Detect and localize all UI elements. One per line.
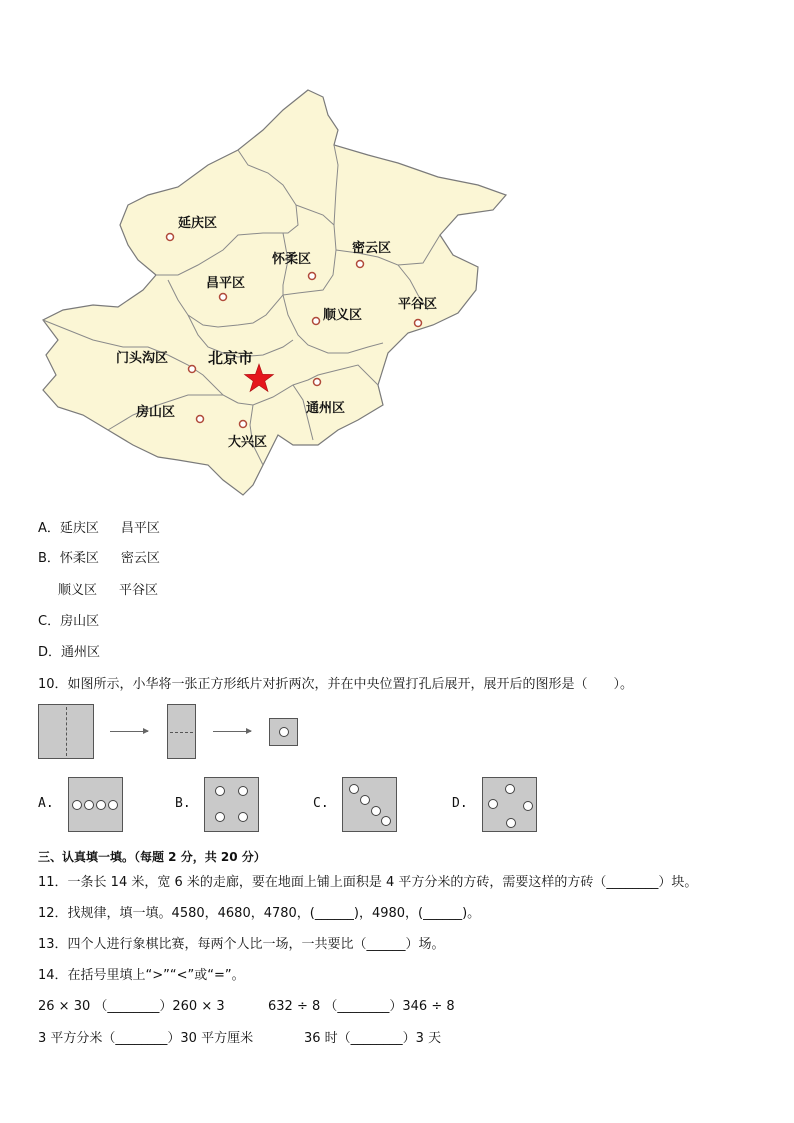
hole-icon (238, 812, 248, 822)
map-dot-fangshan (197, 416, 204, 423)
map-dot-daxing (240, 421, 247, 428)
q10-option-b-figure[interactable] (204, 777, 259, 832)
arrow-icon (213, 731, 251, 732)
q9-option-b-cont-label: 顺义区 (58, 583, 98, 598)
hole-icon (360, 795, 370, 805)
hole-icon (371, 806, 381, 816)
paper-folded-once (167, 704, 196, 759)
q10-option-d-label: D. (452, 796, 468, 811)
paper-unfolded (38, 704, 94, 759)
q9-option-b (38, 550, 160, 568)
q9-option-b-extra: 密云区 (120, 551, 160, 566)
hole-icon (349, 784, 359, 794)
hole-icon (488, 799, 498, 809)
q14-item-1: 26 × 30 （________）260 × 3 (38, 999, 225, 1014)
paper-folded-twice (269, 718, 298, 746)
q14-item-4: 36 时（________）3 天 (304, 1031, 442, 1046)
q10-option-a-figure[interactable] (68, 777, 123, 832)
hole-icon (72, 800, 82, 810)
q12-text: 12．找规律，填一填。4580，4680，4780，(______)，4980，(______)。 (38, 906, 481, 921)
hole-icon (505, 784, 515, 794)
beijing-district-map (38, 85, 508, 505)
q14-item-3: 3 平方分米（________）30 平方厘米 (38, 1031, 254, 1046)
hole-icon (215, 812, 225, 822)
hole-icon (96, 800, 106, 810)
map-label-miyun: 密云区 (352, 241, 392, 256)
map-dot-mentougou (189, 366, 196, 373)
map-label-tongzhou: 通州区 (306, 401, 346, 416)
hole-icon (381, 816, 391, 826)
q11-text: 11．一条长 14 米，宽 6 米的走廊，要在地面上铺上面积是 4 平方分米的方砖，需要这样的方砖（________）块。 (38, 875, 698, 890)
q9-option-a (38, 520, 160, 538)
map-dot-huairou (309, 273, 316, 280)
hole-icon (523, 801, 533, 811)
map-dot-pinggu (415, 320, 422, 327)
q10-option-c-label: C. (313, 796, 329, 811)
q9-option-c (38, 613, 99, 631)
map-label-mentougou: 门头沟区 (116, 351, 169, 366)
fold-line (170, 732, 193, 733)
map-label-pinggu: 平谷区 (398, 297, 438, 312)
hole-icon (506, 818, 516, 828)
map-label-fangshan: 房山区 (136, 405, 176, 420)
map-label-changping: 昌平区 (206, 276, 246, 291)
map-dot-changping (220, 294, 227, 301)
map-label-shunyi: 顺义区 (323, 308, 363, 323)
q9-option-b-cont (58, 582, 158, 600)
q9-option-c-label: C．房山区 (38, 614, 100, 629)
fold-line (66, 707, 67, 756)
q10-option-a-label: A. (38, 796, 54, 811)
q14-text: 14．在括号里填上“>”“<”或“=”。 (38, 968, 245, 983)
map-label-yanqing: 延庆区 (178, 216, 218, 231)
hole-icon (84, 800, 94, 810)
q9-option-a-label: A．延庆区 (38, 521, 99, 536)
map-label-huairou: 怀柔区 (272, 252, 312, 267)
section-3-title: 三、认真填一填。（每题 2 分，共 20 分） (38, 850, 266, 864)
q10-option-b-label: B. (175, 796, 191, 811)
map-outline (43, 90, 506, 495)
hole-icon (279, 727, 289, 737)
map-label-beijing: 北京市 (208, 349, 254, 367)
map-dot-tongzhou (314, 379, 321, 386)
q9-option-a-extra: 昌平区 (120, 521, 160, 536)
hole-icon (215, 786, 225, 796)
q10-option-c-figure[interactable] (342, 777, 397, 832)
arrow-icon (110, 731, 148, 732)
q9-option-b-label: B．怀柔区 (38, 551, 99, 566)
q14-item-2: 632 ÷ 8 （________）346 ÷ 8 (268, 999, 455, 1014)
q9-option-d (38, 644, 100, 662)
hole-icon (238, 786, 248, 796)
map-dot-shunyi (313, 318, 320, 325)
map-label-daxing: 大兴区 (228, 435, 268, 450)
hole-icon (108, 800, 118, 810)
q10-text: 10．如图所示，小华将一张正方形纸片对折两次，并在中央位置打孔后展开，展开后的图形是（ ）。 (38, 677, 634, 692)
map-dot-yanqing (167, 234, 174, 241)
q13-text: 13．四个人进行象棋比赛，每两个人比一场，一共要比（______）场。 (38, 937, 445, 952)
q10-option-d-figure[interactable] (482, 777, 537, 832)
map-dot-miyun (357, 261, 364, 268)
q9-option-d-label: D．通州区 (38, 645, 101, 660)
q9-option-b-cont-extra: 平谷区 (119, 583, 159, 598)
